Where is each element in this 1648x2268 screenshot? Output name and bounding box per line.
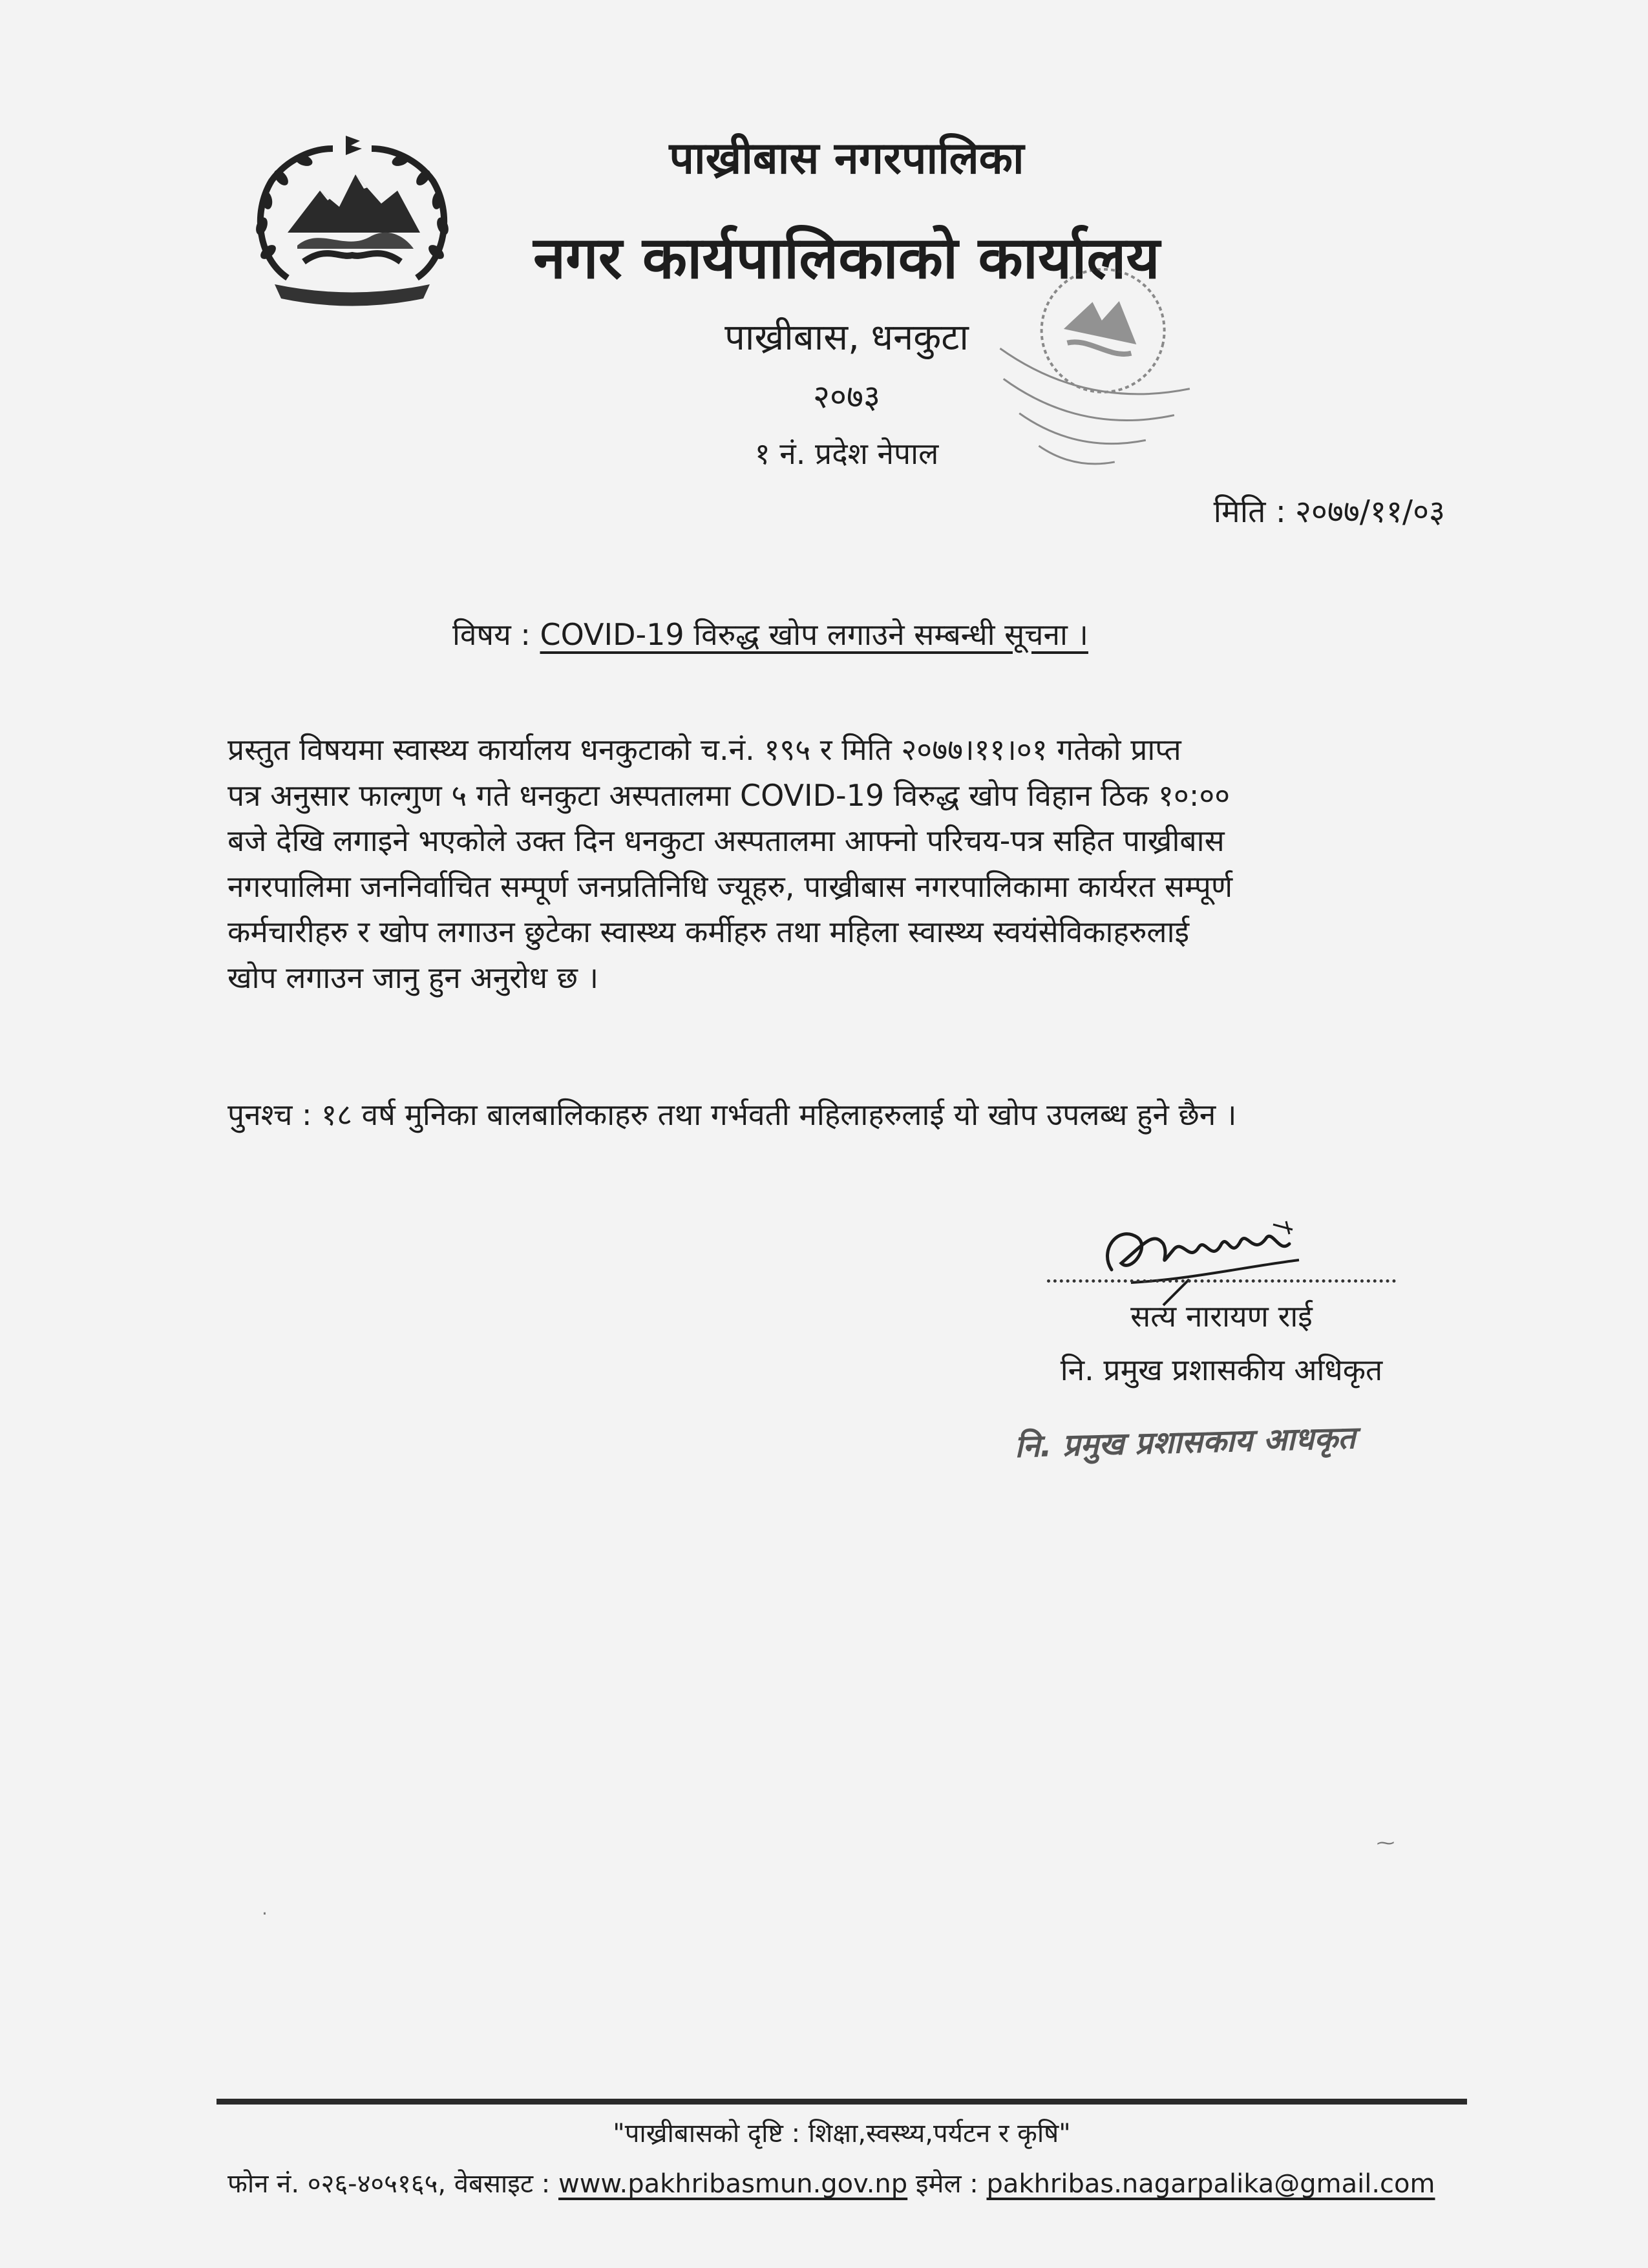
email-label: इमेल : (915, 2169, 978, 2199)
postscript-note: पुनश्च : १८ वर्ष मुनिका बालबालिकाहरु तथा गर्भवती महिलाहरुलाई यो खोप उपलब्ध हुने छैन । (227, 1097, 1237, 1132)
body-line: नगरपालिमा जननिर्वाचित सम्पूर्ण जनप्रतिनिधि ज्यूहरु, पाख्रीबास नगरपालिकामा कार्यरत सम्पूर्ण (227, 868, 1233, 904)
province-name: १ नं. प्रदेश नेपाल (754, 436, 939, 471)
body-line: प्रस्तुत विषयमा स्वास्थ्य कार्यालय धनकुटाको च.नं. १९५ र मिति २०७७।११।०१ गतेको प्राप्त (227, 732, 1181, 767)
signature-line (1047, 1279, 1396, 1283)
official-stamp-icon (956, 258, 1228, 504)
designation-seal: नि. प्रमुख प्रशासकाय आधकृत (1014, 1420, 1357, 1465)
office-name: नगर कार्यपालिकाको कार्यालय (533, 224, 1160, 292)
handwritten-signature-icon (1092, 1199, 1312, 1308)
letter-date (1214, 490, 1454, 532)
signer-name: सत्य नारायण राई (1130, 1299, 1313, 1334)
phone-label: फोन नं. ०२६-४०५१६५, वेबसाइट : (227, 2169, 551, 2199)
subject-line (452, 614, 1088, 654)
scan-speck: ⁓ (1377, 1832, 1395, 1853)
subject-label: विषय : (452, 617, 531, 652)
body-line: खोप लगाउन जानु हुन अनुरोध छ । (227, 960, 599, 995)
body-line: पत्र अनुसार फाल्गुण ५ गते धनकुटा अस्पतालमा COVID-19 विरुद्ध खोप विहान ठिक १०:०० (227, 777, 1231, 813)
notice-body (227, 727, 1442, 1000)
body-line: कर्मचारीहरु र खोप लगाउन छुटेका स्वास्थ्य कर्मीहरु तथा महिला स्वास्थ्य स्वयंसेविकाहरुलाई (227, 914, 1190, 949)
footer-contact-line (227, 2165, 1435, 2200)
established-year: २०७३ (813, 378, 880, 415)
footer-divider (217, 2099, 1467, 2105)
nepal-government-emblem-icon (242, 129, 462, 310)
scan-speck: · (262, 1903, 268, 1924)
website-link[interactable]: www.pakhribasmun.gov.np (558, 2169, 908, 2199)
email-link[interactable]: pakhribas.nagarpalika@gmail.com (986, 2169, 1435, 2199)
body-line: बजे देखि लगाइने भएकोले उक्त दिन धनकुटा अस्पतालमा आफ्नो परिचय-पत्र सहित पाख्रीबास (227, 823, 1225, 858)
organization-name: पाख्रीबास नगरपालिका (669, 133, 1024, 184)
date-label: मिति : (1213, 494, 1286, 530)
office-address: पाख्रीबास, धनकुटा (724, 317, 969, 359)
subject-text: COVID-19 विरुद्ध खोप लगाउने सम्बन्धी सूचना । (540, 617, 1088, 652)
signer-title: नि. प्रमुख प्रशासकीय अधिकृत (1060, 1352, 1383, 1387)
footer-vision-statement: "पाख्रीबासको दृष्टि : शिक्षा,स्वस्थ्य,पर्यटन र कृषि" (613, 2119, 1071, 2148)
date-value: २०७७/११/०३ (1294, 494, 1445, 530)
